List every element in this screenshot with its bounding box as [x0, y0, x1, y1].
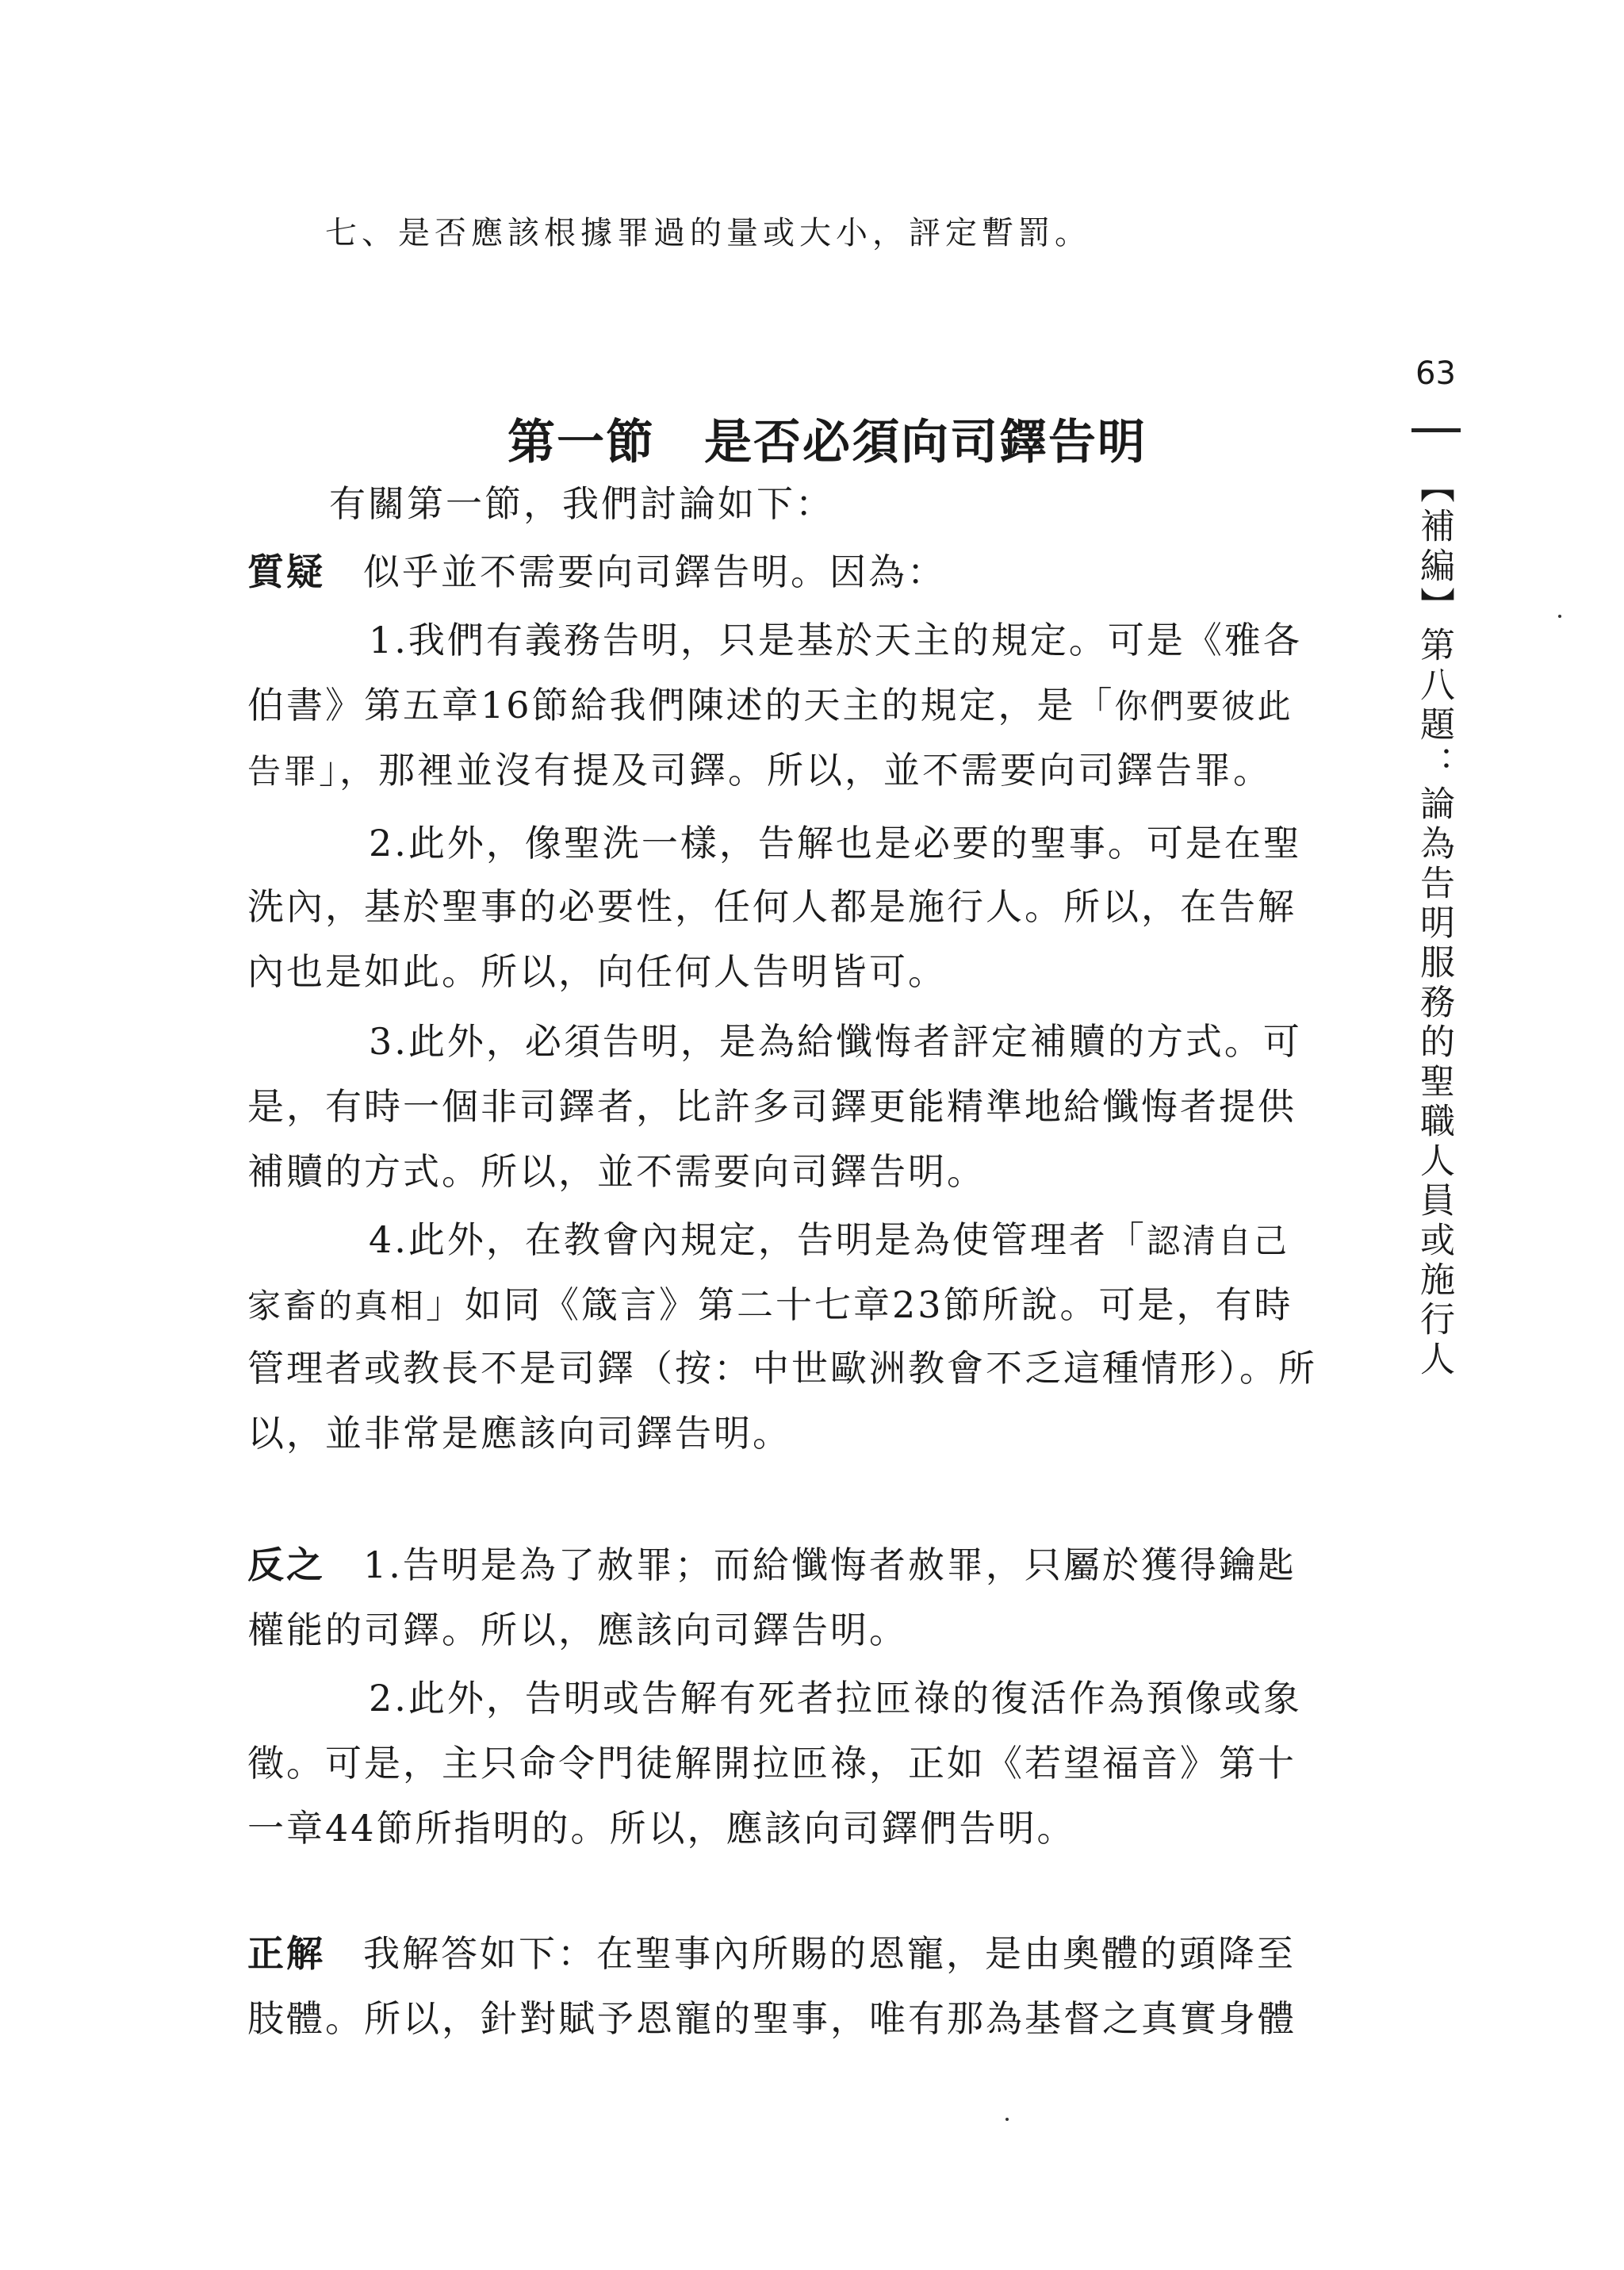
scan-speck — [1005, 2118, 1009, 2121]
objection-2-line-1: 2.此外，像聖洗一樣，告解也是必要的聖事。可是在聖 — [369, 822, 1302, 865]
answer-label: 正解 — [247, 1932, 325, 1975]
objection-lead-line — [247, 550, 946, 593]
objection-2-line-3: 內也是如此。所以，向任何人告明皆可。 — [247, 950, 947, 993]
obj4-l2-text: 」如同《箴言》第二十七章23節所說。可是，有時 — [426, 1283, 1293, 1326]
page-number: 63 — [1415, 355, 1456, 392]
objection-4-line-3: 管理者或教長不是司鐸（按：中世歐洲教會不乏這種情形）。所 — [247, 1347, 1317, 1390]
obj1-quote-emph-2: 告罪 — [247, 752, 320, 791]
objection-3-line-2: 是，有時一個非司鐸者，比許多司鐸更能精準地給懺悔者提供 — [247, 1085, 1297, 1128]
answer-line-2: 肢體。所以，針對賦予恩寵的聖事，唯有那為基督之真實身體 — [247, 1997, 1297, 2040]
running-head: 【補編】第八題：論為告明服務的聖職人員或施行人 — [1414, 468, 1454, 1380]
obj1-l2-text: 伯書》第五章16節給我們陳述的天主的規定，是「 — [247, 684, 1115, 727]
objection-4-line-1 — [369, 1218, 1289, 1261]
obj4-quote-emph: 認清自己 — [1146, 1221, 1289, 1260]
objection-4-line-4: 以，並非常是應該向司鐸告明。 — [247, 1412, 791, 1455]
header-rule — [1411, 428, 1461, 432]
section-title: 第一節 是否必須向司鐸告明 — [508, 415, 1147, 470]
contra-1-line-2: 權能的司鐸。所以，應該向司鐸告明。 — [247, 1609, 908, 1651]
contra-1-line-1 — [247, 1543, 1297, 1586]
intro-line: 有關第一節，我們討論如下： — [329, 482, 834, 525]
objection-2-line-2: 洗內，基於聖事的必要性，任何人都是施行人。所以，在告解 — [247, 885, 1297, 928]
contra-2-line-1: 2.此外，告明或告解有死者拉匝祿的復活作為預像或象 — [369, 1677, 1302, 1720]
objection-1-line-2 — [247, 684, 1293, 727]
item-7-heading: 七、是否應該根據罪過的量或大小，評定暫罰。 — [325, 215, 1091, 251]
answer-text: 我解答如下：在聖事內所賜的恩寵，是由奧體的頭降至 — [363, 1932, 1296, 1975]
objection-1-line-1: 1.我們有義務告明，只是基於天主的規定。可是《雅各 — [369, 619, 1302, 661]
contra-2-line-3: 一章44節所指明的。所以，應該向司鐸們告明。 — [247, 1807, 1076, 1850]
contra-2-line-2: 徵。可是，主只命令門徒解開拉匝祿，正如《若望福音》第十 — [247, 1742, 1297, 1785]
objection-label: 質疑 — [247, 550, 325, 593]
contra-1-text: 1.告明是為了赦罪；而給懺悔者赦罪，只屬於獲得鑰匙 — [363, 1543, 1297, 1586]
obj4-l1-text: 4.此外，在教會內規定，告明是為使管理者「 — [369, 1218, 1147, 1261]
answer-line-1 — [247, 1932, 1296, 1975]
objection-1-line-3 — [247, 749, 1273, 792]
obj1-quote-emph: 你們要彼此 — [1114, 687, 1293, 726]
obj4-quote-emph-2: 家畜的真相 — [247, 1286, 427, 1325]
scan-speck — [1558, 615, 1561, 618]
objection-lead: 似乎並不需要向司鐸告明。因為： — [363, 550, 946, 593]
contra-label: 反之 — [247, 1543, 325, 1586]
obj1-l3-text: 」，那裡並沒有提及司鐸。所以，並不需要向司鐸告罪。 — [319, 749, 1273, 792]
objection-3-line-3: 補贖的方式。所以，並不需要向司鐸告明。 — [247, 1150, 986, 1193]
objection-3-line-1: 3.此外，必須告明，是為給懺悔者評定補贖的方式。可 — [369, 1020, 1302, 1063]
objection-4-line-2 — [247, 1283, 1293, 1326]
